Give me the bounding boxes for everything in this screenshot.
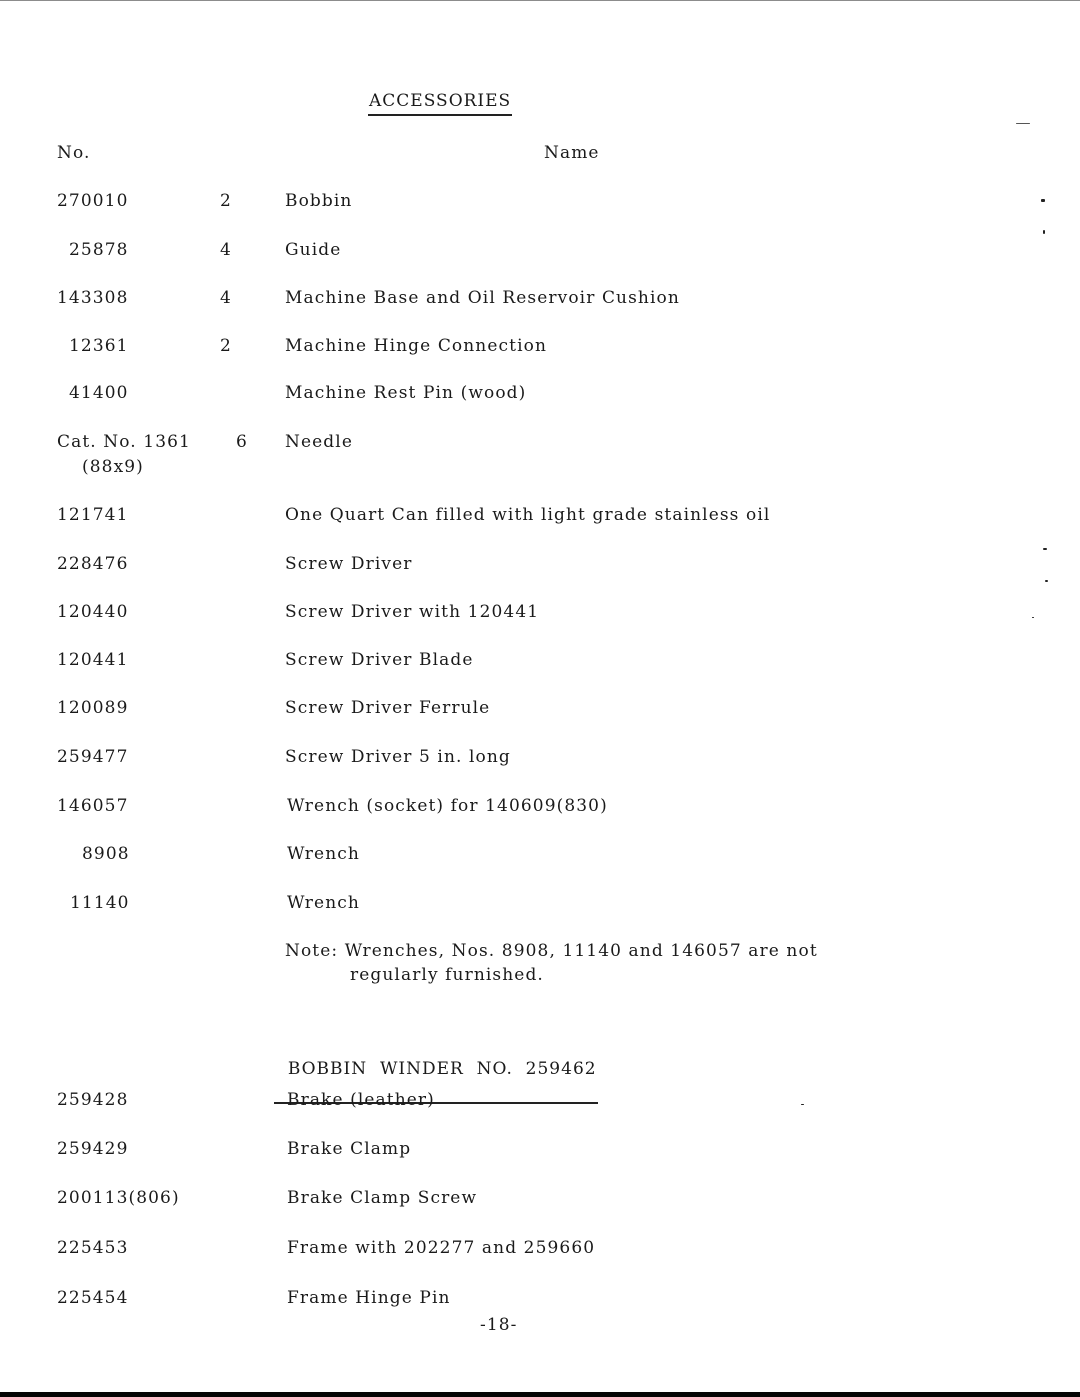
part-number: 25878: [69, 240, 129, 260]
part-name: Screw Driver Blade: [285, 650, 474, 670]
part-name: Wrench (socket) for 140609(830): [287, 796, 608, 816]
part-number: 259429: [57, 1139, 129, 1159]
part-number: 146057: [57, 796, 129, 816]
part-name: Frame with 202277 and 259660: [287, 1238, 596, 1258]
part-number: 200113(806): [57, 1188, 180, 1208]
column-header-no: No.: [57, 143, 91, 163]
scan-artifact: [801, 1104, 804, 1105]
part-number: 120441: [57, 650, 129, 670]
title-underline: [368, 114, 512, 116]
part-number: 41400: [69, 383, 129, 403]
part-name: Brake Clamp: [287, 1139, 412, 1159]
scan-artifact: [1041, 199, 1045, 202]
note-line-2: regularly furnished.: [350, 965, 544, 985]
part-number: 225453: [57, 1238, 129, 1258]
part-name: Bobbin: [285, 191, 353, 211]
scan-artifact: [1043, 230, 1045, 234]
part-name: Screw Driver Ferrule: [285, 698, 491, 718]
page-number: -18-: [480, 1315, 518, 1335]
part-number-sub: (88x9): [82, 457, 144, 477]
part-name: Wrench: [287, 893, 360, 913]
scan-artifact: [1043, 548, 1047, 550]
section-title: [369, 91, 511, 111]
quantity: 4: [220, 240, 232, 260]
quantity: 2: [220, 191, 232, 211]
scan-artifact: [1045, 580, 1048, 582]
part-number: 225454: [57, 1288, 129, 1308]
part-number: 270010: [57, 191, 129, 211]
part-number: 121741: [57, 505, 129, 525]
part-number: 11140: [70, 893, 130, 913]
section-title-text: ACCESSORIES: [369, 91, 512, 111]
quantity: 4: [220, 288, 232, 308]
scan-artifact: [1016, 123, 1030, 124]
note-line-1: Note: Wrenches, Nos. 8908, 11140 and 146057 are not: [285, 941, 818, 961]
part-name: Brake (leather): [287, 1090, 435, 1110]
quantity: 2: [220, 336, 232, 356]
part-name: Frame Hinge Pin: [287, 1288, 451, 1308]
part-name: One Quart Can filled with light grade stainless oil: [285, 505, 771, 525]
part-name: Machine Base and Oil Reservoir Cushion: [285, 288, 680, 308]
part-name: Screw Driver 5 in. long: [285, 747, 511, 767]
part-name: Machine Rest Pin (wood): [285, 383, 527, 403]
part-name: Screw Driver with 120441: [285, 602, 540, 622]
part-number: 259428: [57, 1090, 129, 1110]
part-number: 8908: [82, 844, 130, 864]
part-number: 12361: [69, 336, 129, 356]
column-header-name: Name: [544, 143, 600, 163]
part-name: Brake Clamp Screw: [287, 1188, 478, 1208]
part-number: Cat. No. 1361: [57, 432, 191, 452]
part-name: Screw Driver: [285, 554, 413, 574]
part-name: Wrench: [287, 844, 360, 864]
part-number: 120089: [57, 698, 129, 718]
part-name: Needle: [285, 432, 353, 452]
subsection-title-text: BOBBIN WINDER NO. 259462: [287, 1059, 597, 1079]
part-number: 259477: [57, 747, 129, 767]
part-name: Machine Hinge Connection: [285, 336, 547, 356]
part-name: Guide: [285, 240, 342, 260]
top-scan-border: [0, 0, 1080, 1]
part-number: 228476: [57, 554, 129, 574]
quantity: 6: [236, 432, 248, 452]
bottom-scan-border: [0, 1392, 1080, 1397]
part-number: 120440: [57, 602, 129, 622]
scan-artifact: [1032, 617, 1034, 618]
part-number: 143308: [57, 288, 129, 308]
